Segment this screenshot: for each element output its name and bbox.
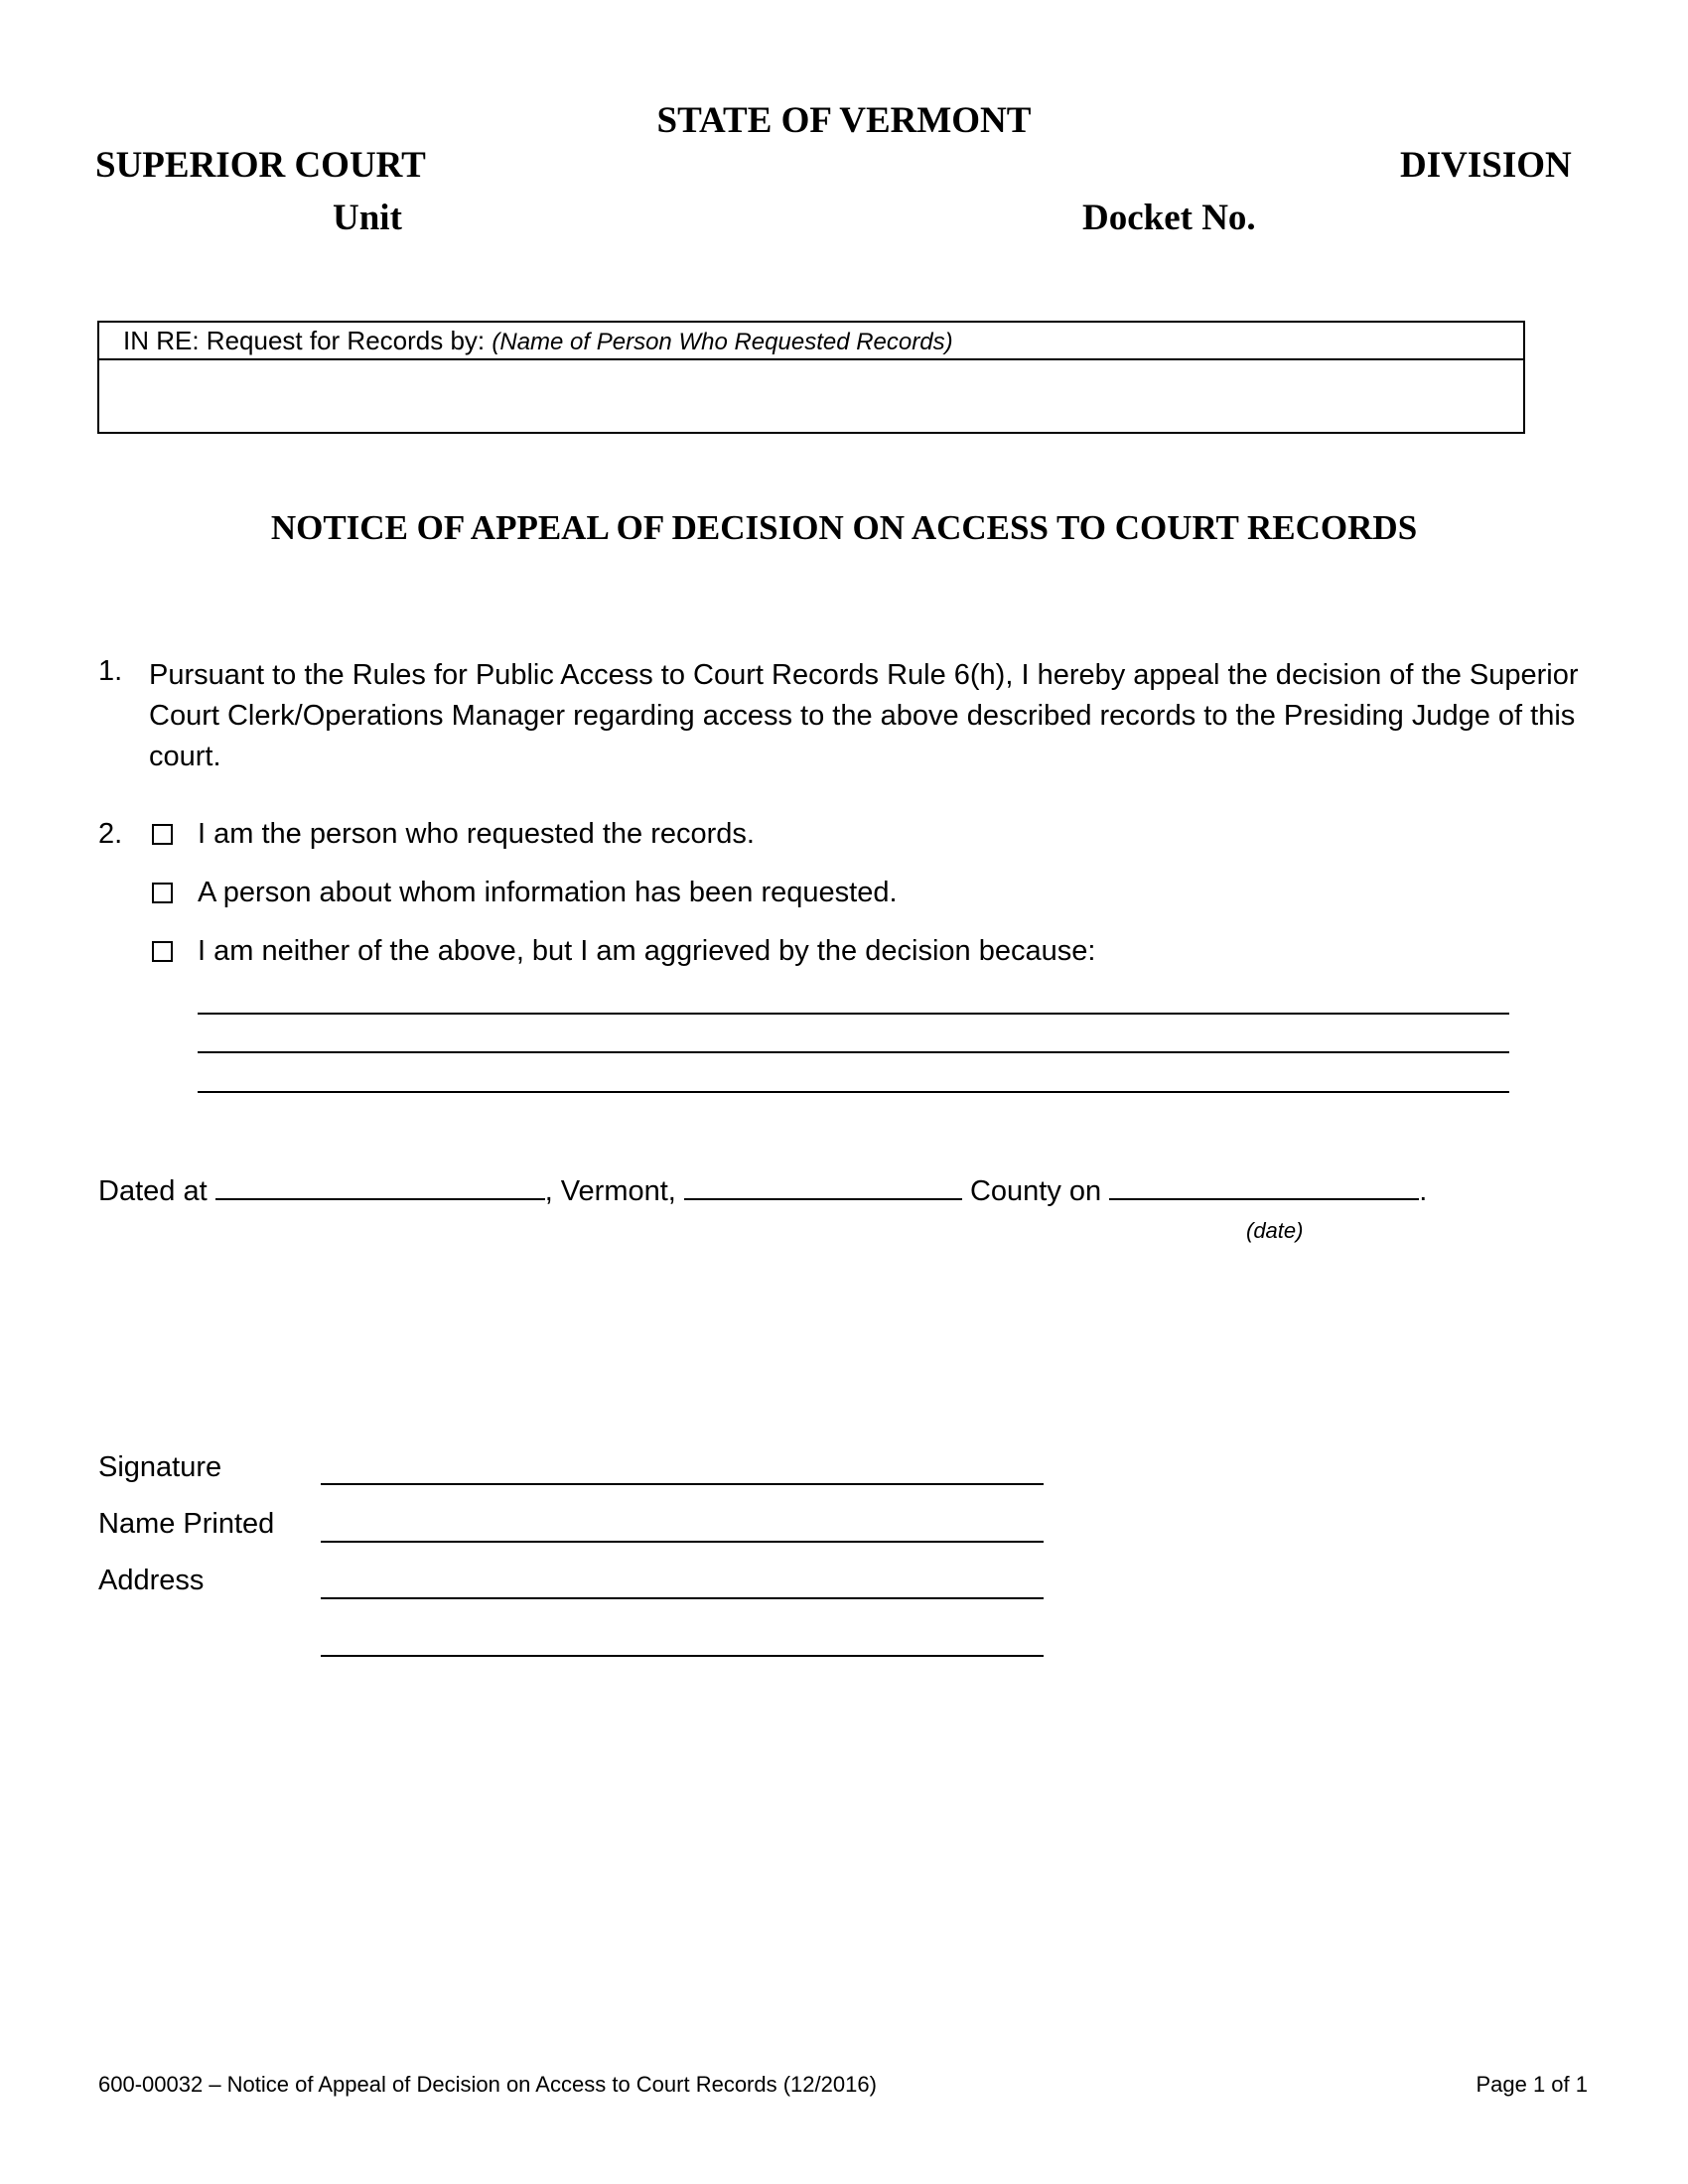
superior-court-label: SUPERIOR COURT [95,145,426,186]
requester-name-field[interactable] [99,360,1523,432]
option-subject[interactable] [152,877,898,909]
dated-period: . [1419,1175,1428,1207]
in-re-box [97,321,1525,434]
name-printed-label: Name Printed [98,1508,275,1540]
address-label: Address [98,1565,205,1596]
item-1-number: 1. [98,655,123,687]
dated-county: County on [961,1175,1110,1207]
in-re-header [99,323,1523,360]
unit-label: Unit [333,198,402,238]
date-note: (date) [1246,1218,1304,1243]
item-1-text: Pursuant to the Rules for Public Access to Court Records Rule 6(h), I hereby appeal the decision of the Superior Court Clerk/Operations Manager regarding access to the above described records to the Presiding Judge of this court. [149,659,1579,772]
date-blank[interactable] [1109,1174,1419,1200]
checkbox-subject[interactable] [152,883,173,903]
option-requester[interactable] [152,818,755,851]
footer-form-id: 600-00032 – Notice of Appeal of Decision on Access to Court Records (12/2016) [98,2072,877,2097]
town-blank[interactable] [215,1174,545,1200]
division-label: DIVISION [1400,145,1572,186]
document-title: NOTICE OF APPEAL OF DECISION ON ACCESS TO COURT RECORDS [270,508,1418,547]
option-aggrieved-label: I am neither of the above, but I am aggrieved by the decision because: [198,935,1096,967]
option-aggrieved[interactable] [152,935,1095,968]
checkbox-requester[interactable] [152,824,173,845]
dated-vermont: , Vermont, [544,1175,684,1207]
state-heading: STATE OF VERMONT [656,100,1032,141]
signature-line[interactable] [321,1483,1044,1485]
option-subject-label: A person about whom information has been requested. [198,877,898,908]
docket-label: Docket No. [1082,198,1256,238]
footer-page-number: Page 1 of 1 [1476,2072,1588,2097]
address-line-2[interactable] [321,1655,1044,1657]
dated-line [98,1174,1427,1208]
name-printed-line[interactable] [321,1541,1044,1543]
county-blank[interactable] [684,1174,962,1200]
reason-line-2[interactable] [198,1051,1509,1053]
option-requester-label: I am the person who requested the records. [198,818,755,850]
address-line-1[interactable] [321,1597,1044,1599]
in-re-hint: (Name of Person Who Requested Records) [492,329,953,355]
item-2-number: 2. [98,818,123,850]
dated-prefix: Dated at [98,1175,215,1207]
in-re-label: IN RE: Request for Records by: [123,326,492,355]
reason-line-1[interactable] [198,1013,1509,1015]
reason-line-3[interactable] [198,1091,1509,1093]
signature-label: Signature [98,1451,222,1483]
checkbox-aggrieved[interactable] [152,941,173,962]
